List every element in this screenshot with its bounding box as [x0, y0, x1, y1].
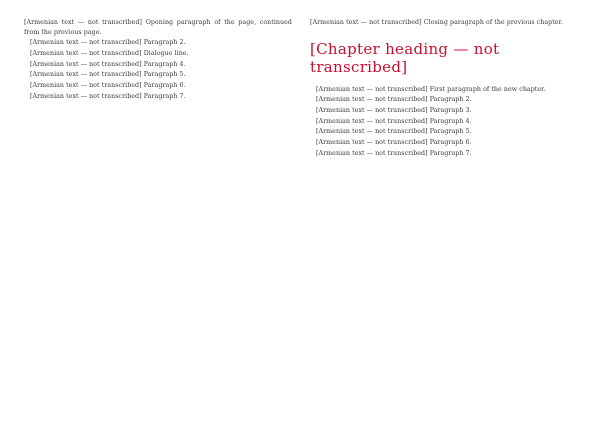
dialogue-paragraph: [Armenian text — not transcribed] Dialogue line.	[30, 50, 189, 58]
paragraph: [Armenian text — not transcribed] Paragraph 4.	[30, 60, 186, 68]
paragraph: [Armenian text — not transcribed] Paragraph 2.	[316, 96, 472, 104]
paragraph: [Armenian text — not transcribed] Paragraph 2.	[30, 39, 186, 47]
left-column	[24, 18, 292, 414]
paragraph: [Armenian text — not transcribed] Paragraph 5.	[30, 71, 186, 79]
paragraph: [Armenian text — not transcribed] Paragraph 5.	[316, 128, 472, 136]
paragraph: [Armenian text — not transcribed] Paragraph 4.	[316, 117, 472, 125]
paragraph: [Armenian text — not transcribed] First paragraph of the new chapter.	[316, 85, 546, 93]
paragraph: [Armenian text — not transcribed] Paragraph 7.	[30, 92, 186, 100]
paragraph: [Armenian text — not transcribed] Paragraph 6.	[316, 139, 472, 147]
paragraph: [Armenian text — not transcribed] Paragraph 6.	[30, 82, 186, 90]
right-column	[310, 18, 578, 414]
paragraph: [Armenian text — not transcribed] Paragraph 7.	[316, 149, 472, 157]
paragraph: [Armenian text — not transcribed] Paragraph 3.	[316, 107, 472, 115]
paragraph: [Armenian text — not transcribed] Opening paragraph of the page, continued from the previous page.	[24, 19, 292, 36]
paragraph: [Armenian text — not transcribed] Closing paragraph of the previous chapter.	[310, 19, 563, 26]
chapter-heading: [Chapter heading — not transcribed]	[310, 39, 500, 76]
